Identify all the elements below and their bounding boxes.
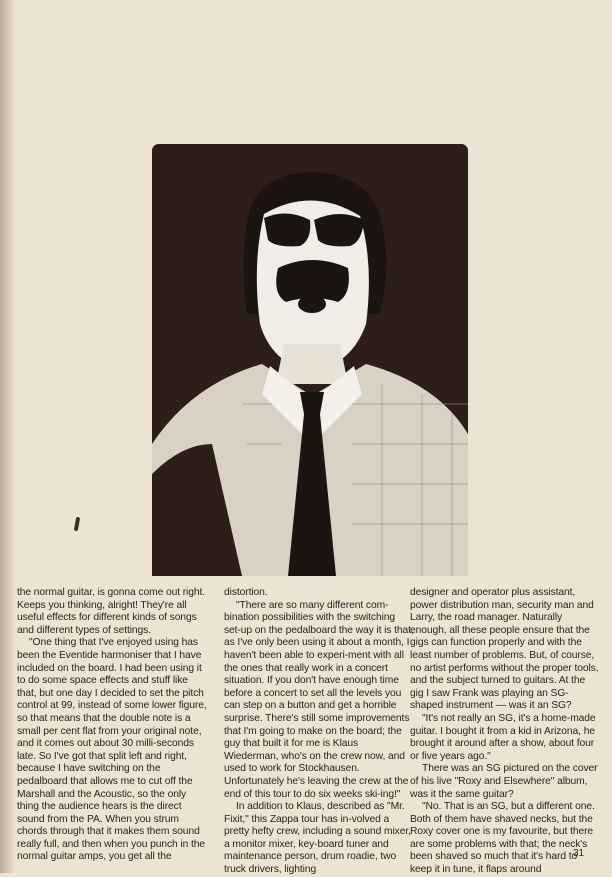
paragraph: designer and operator plus assistant, power distribution man, security man and Larry, the road manager. Naturally enough, all these people ensure that the gigs can function properly and with the least number of problems. But, of course, no artist performs without the proper tools, and the subject turned to guitars. At the gig I saw Frank was playing an SG-shaped instrument — was it an SG? [410,587,599,712]
paragraph: "No. That is an SG, but a different one. Both of them have shaved necks, but the Roxy cover one is my favourite, but there are some problems with that; the neck's been shaved so much that it's hard to keep it in tune, it flaps around [410,801,595,876]
portrait-photo [152,144,468,576]
paragraph: "It's not really an SG, it's a home-made guitar. I bought it from a kid in Arizona, he brought it around after a show, about four or five years ago." [410,712,596,762]
page-number: 31 [573,848,585,859]
paragraph: the normal guitar, is gonna come out right. Keeps you thinking, alright! They're all useful effects for different kinds of songs and different types of settings. [17,587,206,636]
paragraph: distortion. [224,587,268,598]
text-column-1 [17,587,207,864]
text-column-2 [224,587,414,877]
paragraph: In addition to Klaus, described as "Mr. Fixit," this Zappa tour has in-volved a pretty hefty crew, including a sound mixer, a monitor mixer, key-board tuner and maintenance person, drum roadie, two truck drivers, lighting [224,801,411,876]
text-column-3 [410,587,600,877]
paragraph: There was an SG pictured on the cover of his live "Roxy and Elsewhere" album, was it the same guitar? [410,763,598,800]
ink-mark [74,517,80,531]
portrait-photo-icon [152,144,468,576]
binding-shadow [0,0,14,873]
paragraph: "One thing that I've enjoyed using has been the Eventide harmoniser that I have included on the board. I had been using it to do some space effects and stuff like that, but one day I decided to set the pitch control at 99, instead of some lower figure, so that means that the double note is a small per cent flat from your original note, and it comes out about 30 milli-seconds late. So I've got that split left and right, because I have switching on the pedalboard that allows me to cut off the Marshall and the Acoustic, so the only thing the audience hears is the direct sound from the PA. When you strum chords through that it makes them sound really full, and then when you punch in the normal guitar amps, you get all the [17,637,207,863]
paragraph: "There are so many different com-bination possibilities with the switching set-up on the pedalboard the way it is that, as I've only been using it about a month, I haven't been able to experi-ment with all the ones that really work in a concert situation. If you don't have enough time before a concert to set all the levels you can step on a button and get a horrible surprise. There's still some improvements that I'm going to make on the board; the guy that built it for me is Klaus Wiederman, who's on the crew now, and used to work for Stockhausen. Unfortunately he's leaving the crew at the end of this tour to do six weeks ski-ing!" [224,599,414,800]
